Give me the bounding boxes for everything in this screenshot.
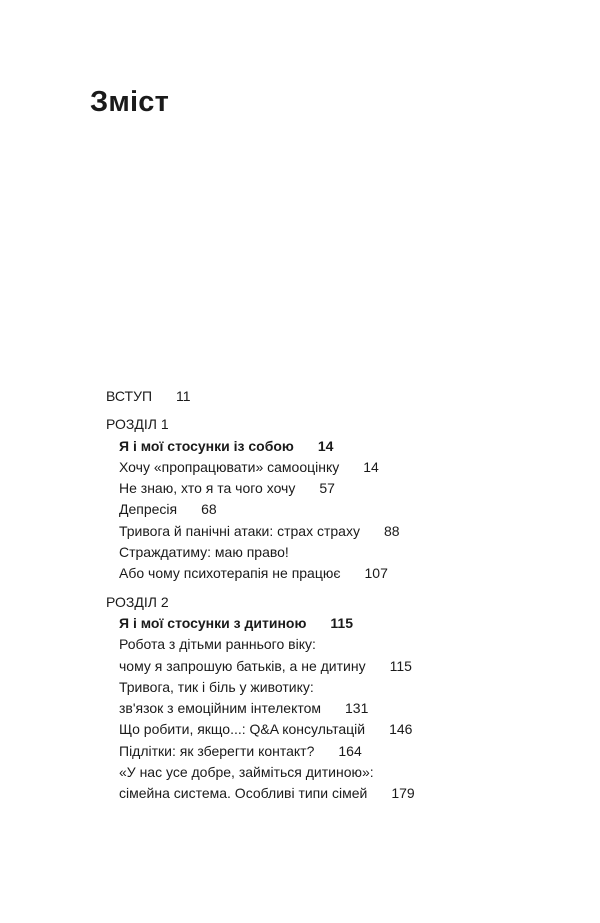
- toc-entry-page: 179: [391, 785, 415, 802]
- toc-entry: Хочу «пропрацювати» самооцінку 14: [106, 457, 546, 478]
- section-heading-page: 14: [317, 437, 334, 454]
- toc-intro-label: ВСТУП: [106, 388, 153, 404]
- toc-entry: Депресія 68: [106, 499, 546, 520]
- toc-entry-page: 88: [383, 522, 400, 539]
- toc-entry-page: 57: [319, 480, 335, 497]
- toc-entry-page: 107: [364, 565, 388, 582]
- toc-entry-line: «У нас усе добре, займіться дитиною»:: [119, 764, 374, 781]
- toc-entry-page: 68: [201, 501, 217, 518]
- toc-entry: сімейна система. Особливі типи сімей 179: [106, 783, 546, 804]
- section-label: РОЗДІЛ 1: [106, 416, 169, 433]
- toc-entry-page: 146: [389, 721, 413, 738]
- toc-intro: [106, 386, 546, 407]
- toc-entry: Не знаю, хто я та чого хочу 57: [106, 478, 546, 499]
- toc-entry: Тривога й панічні атаки: страх страху 88: [106, 521, 546, 542]
- toc-entry: Що робити, якщо...: Q&A консультацій 146: [106, 719, 546, 740]
- section-heading: Я і мої стосунки із собою 14: [106, 436, 546, 457]
- toc-entry: зв'язок з емоційним інтелектом 131: [106, 698, 546, 719]
- toc-entry-page: 14: [363, 458, 379, 475]
- toc-entry: Підлітки: як зберегти контакт? 164: [106, 741, 546, 762]
- section-label: РОЗДІЛ 2: [106, 593, 169, 610]
- toc-entry-line: Тривога, тик і біль у животику:: [119, 678, 314, 695]
- toc-entry-page: 164: [338, 742, 362, 759]
- toc-entry-page: 131: [345, 700, 369, 717]
- toc-entry: чому я запрошую батьків, а не дитину 115: [106, 656, 546, 677]
- section-heading: Я і мої стосунки з дитиною 115: [106, 613, 546, 634]
- toc-entry-line: Страждатиму: маю право!: [119, 544, 289, 561]
- toc-entry-line: Робота з дітьми раннього віку:: [119, 636, 316, 653]
- toc-entry-page: 115: [389, 657, 412, 674]
- toc-intro-page: 11: [176, 388, 191, 404]
- page-title: Зміст: [90, 86, 170, 118]
- table-of-contents: [106, 386, 546, 805]
- section-heading-page: 115: [330, 614, 354, 631]
- toc-entry: Або чому психотерапія не працює 107: [106, 563, 546, 584]
